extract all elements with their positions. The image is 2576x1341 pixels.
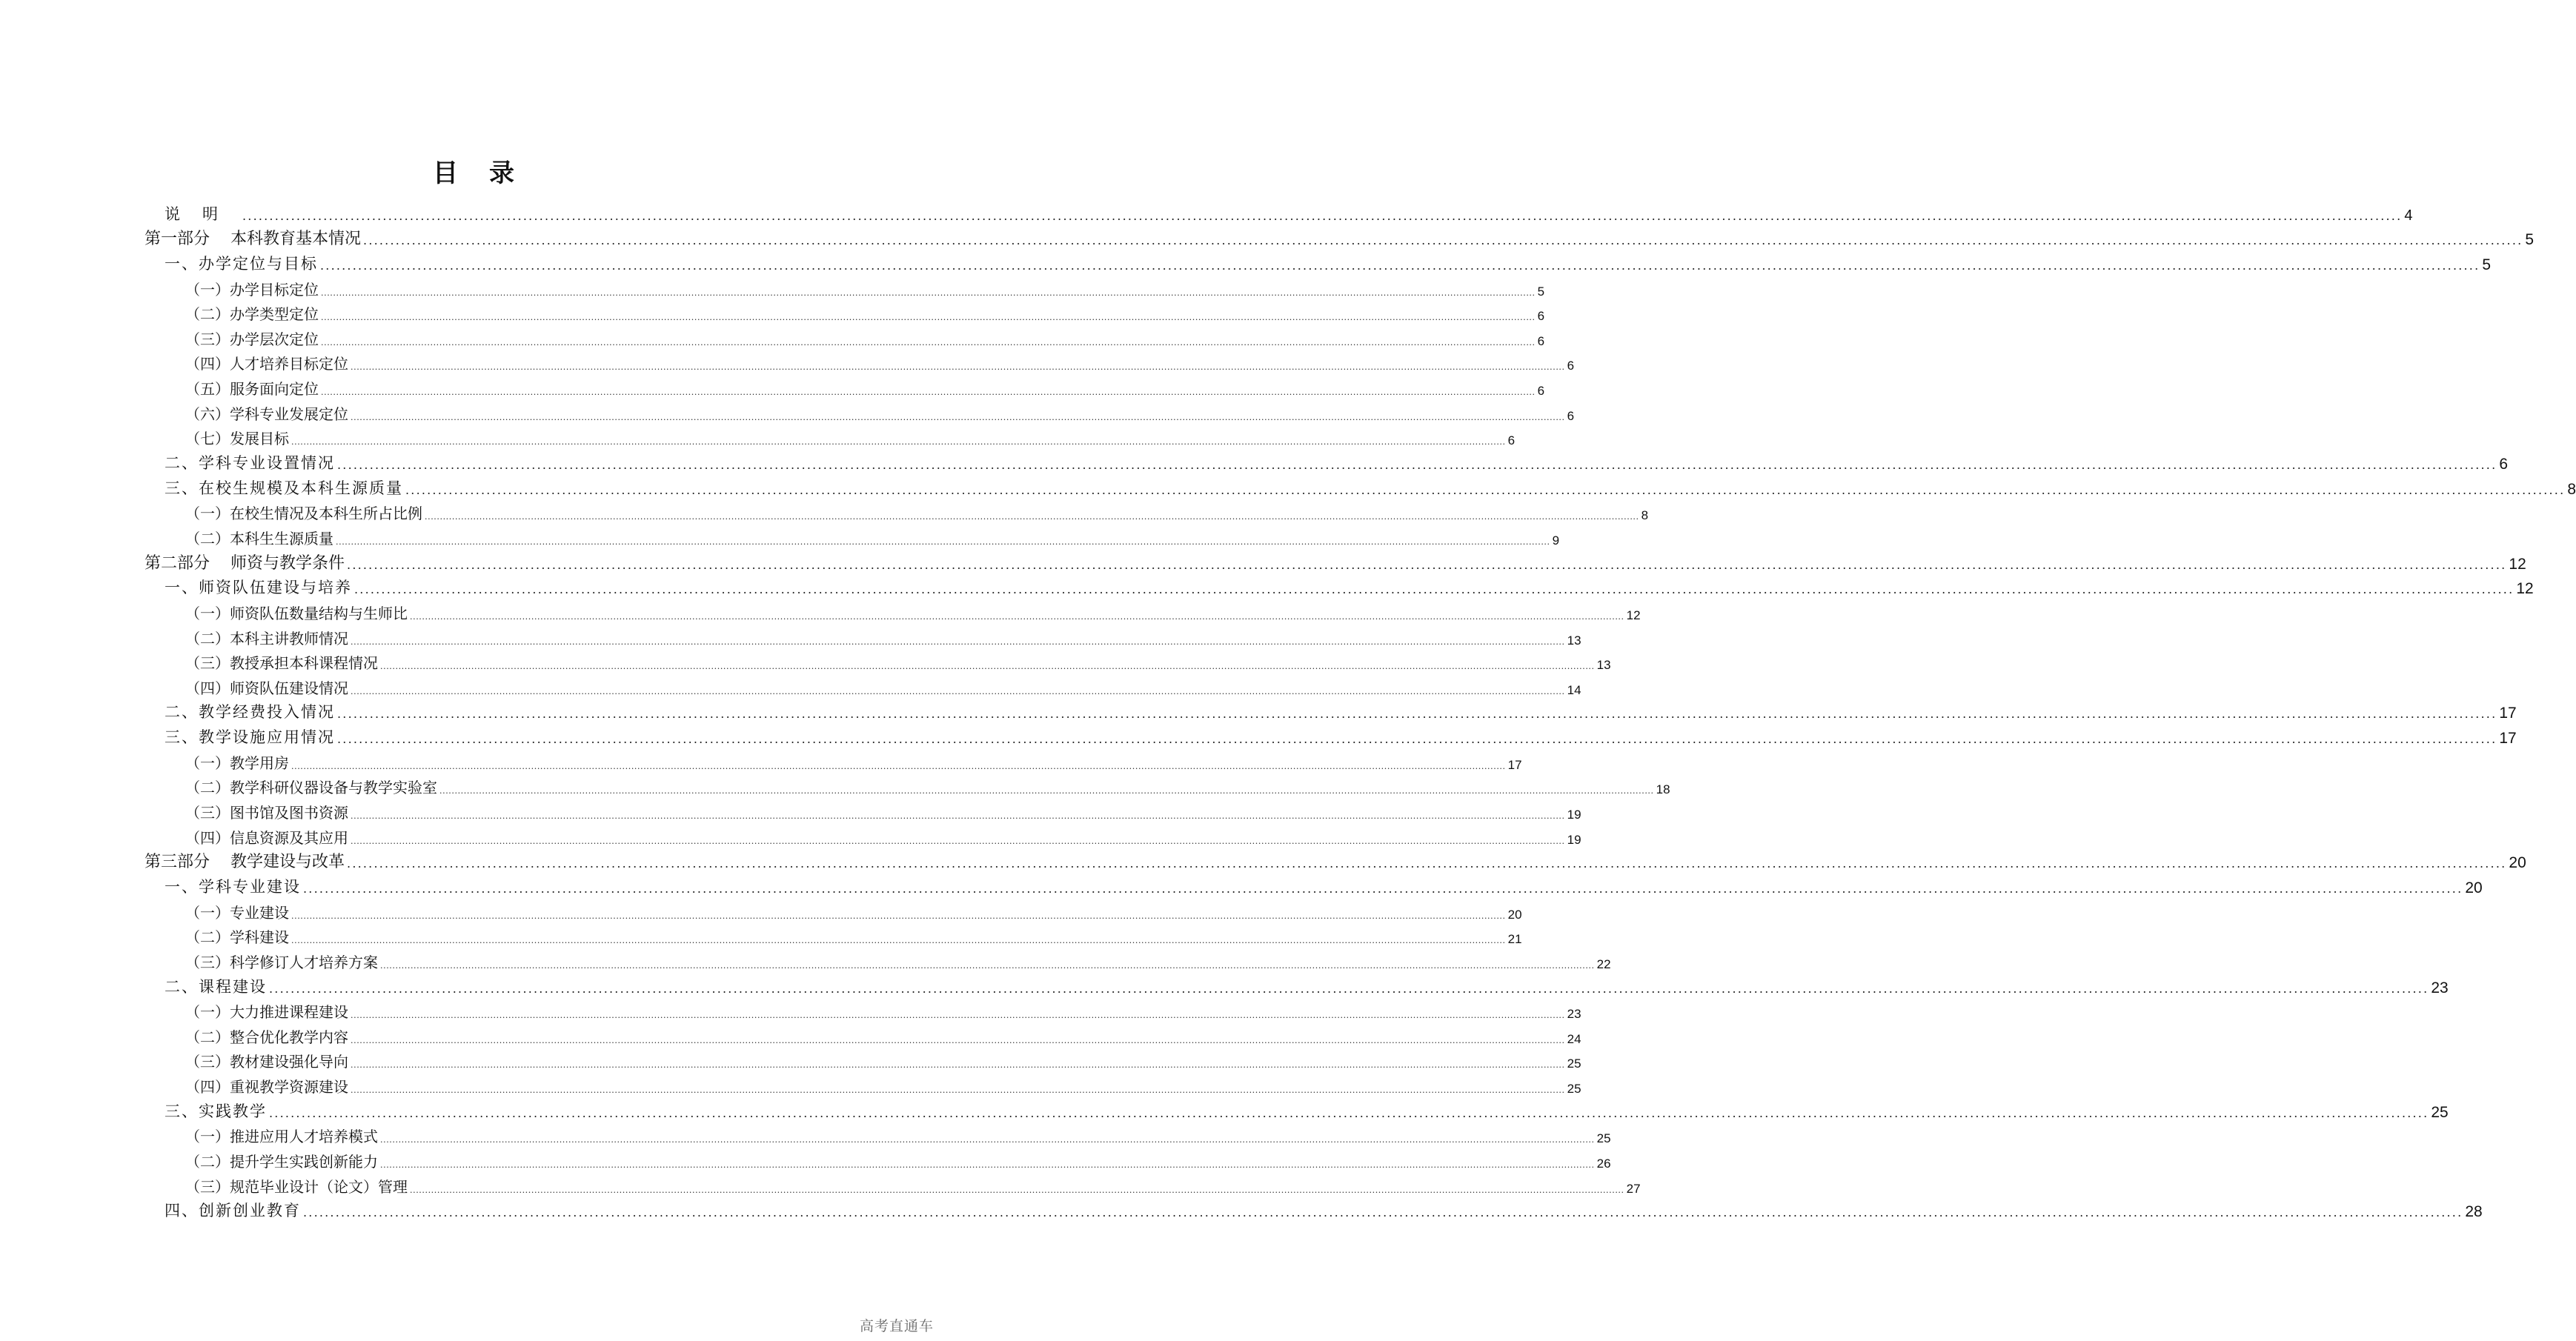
toc-entry-label: （一）师资队伍数量结构与生师比 bbox=[185, 604, 408, 622]
toc-page-number: 6 bbox=[2499, 456, 2509, 473]
toc-subsection-entry[interactable] bbox=[0, 999, 1581, 1025]
toc-subsection-entry[interactable] bbox=[0, 302, 1545, 327]
toc-page-number: 26 bbox=[1596, 1156, 1611, 1171]
dot-leader: ................................................................................................................................................................................................................................................................................................................................................................................................................ bbox=[337, 732, 2497, 747]
toc-part-number: 第三部分 bbox=[145, 853, 210, 872]
toc-page-number: 20 bbox=[2465, 879, 2483, 896]
dot-leader: ................................................................................................................................................................................................................................................................................................................................................................................................................ bbox=[351, 1011, 1565, 1021]
dot-leader: ................................................................................................................................................................................................................................................................................................................................................................................................................ bbox=[269, 1105, 2429, 1120]
toc-subsection-entry[interactable] bbox=[0, 899, 1522, 925]
toc-page-number: 8 bbox=[2567, 480, 2576, 498]
toc-page-number: 12 bbox=[2516, 580, 2534, 598]
toc-part-entry[interactable] bbox=[0, 550, 2526, 576]
table-of-contents bbox=[0, 202, 2576, 1223]
dot-leader: ................................................................................................................................................................................................................................................................................................................................................................................................................ bbox=[303, 1205, 2463, 1220]
toc-page-number: 25 bbox=[1567, 1057, 1581, 1071]
dot-leader: ................................................................................................................................................................................................................................................................................................................................................................................................................ bbox=[321, 313, 1536, 323]
toc-subsection-entry[interactable] bbox=[0, 825, 1581, 850]
dot-leader: ................................................................................................................................................................................................................................................................................................................................................................................................................ bbox=[439, 786, 1654, 796]
toc-entry-label: （四）信息资源及其应用 bbox=[185, 828, 348, 847]
dot-leader: ................................................................................................................................................................................................................................................................................................................................................................................................................ bbox=[351, 1085, 1565, 1096]
dot-leader: ................................................................................................................................................................................................................................................................................................................................................................................................................ bbox=[347, 856, 2507, 871]
toc-entry-label: （一）办学目标定位 bbox=[185, 280, 319, 299]
dot-leader: ................................................................................................................................................................................................................................................................................................................................................................................................................ bbox=[321, 337, 1536, 347]
toc-section-entry[interactable] bbox=[0, 874, 2483, 899]
toc-page-number: 28 bbox=[2465, 1203, 2483, 1221]
toc-page-number: 6 bbox=[1507, 433, 1516, 448]
dot-leader: ................................................................................................................................................................................................................................................................................................................................................................................................................ bbox=[363, 233, 2523, 248]
toc-subsection-entry[interactable] bbox=[0, 925, 1522, 950]
toc-subsection-entry[interactable] bbox=[0, 650, 1611, 676]
toc-subsection-entry[interactable] bbox=[0, 1074, 1581, 1099]
toc-entry-label: 二、教学经费投入情况 bbox=[165, 703, 335, 722]
dot-leader: ................................................................................................................................................................................................................................................................................................................................................................................................................ bbox=[380, 662, 1595, 672]
toc-entry-label: 一、学科专业建设 bbox=[165, 877, 301, 896]
toc-page-number: 17 bbox=[2499, 705, 2517, 722]
toc-page-number: 25 bbox=[2431, 1103, 2449, 1121]
toc-entry-label: （一）大力推进课程建设 bbox=[185, 1003, 348, 1022]
toc-subsection-entry[interactable] bbox=[0, 1049, 1581, 1074]
toc-subsection-entry[interactable] bbox=[0, 750, 1522, 775]
toc-entry-label: （三）规范毕业设计（论文）管理 bbox=[185, 1177, 408, 1196]
toc-page-number: 20 bbox=[1507, 907, 1522, 922]
toc-page-number: 12 bbox=[1626, 608, 1641, 622]
toc-part-title: 教学建设与改革 bbox=[230, 853, 345, 872]
dot-leader: ................................................................................................................................................................................................................................................................................................................................................................................................................ bbox=[351, 836, 1565, 846]
toc-page-number: 6 bbox=[1537, 309, 1545, 324]
toc-subsection-entry[interactable] bbox=[0, 1174, 1641, 1199]
dot-leader: ................................................................................................................................................................................................................................................................................................................................................................................................................ bbox=[291, 761, 1506, 771]
toc-entry-label: （二）整合优化教学内容 bbox=[185, 1028, 348, 1046]
toc-page-number: 20 bbox=[2509, 854, 2526, 872]
toc-entry-label: 二、课程建设 bbox=[165, 977, 267, 996]
toc-page-number: 24 bbox=[1567, 1031, 1581, 1046]
toc-section-entry[interactable] bbox=[0, 450, 2509, 476]
toc-entry-label: 三、教学设施应用情况 bbox=[165, 728, 335, 747]
toc-entry-label: （三）办学层次定位 bbox=[185, 330, 319, 348]
toc-page-number: 6 bbox=[1567, 408, 1575, 423]
dot-leader: ................................................................................................................................................................................................................................................................................................................................................................................................................ bbox=[351, 811, 1565, 822]
toc-page-number: 5 bbox=[2482, 256, 2492, 273]
dot-leader: ................................................................................................................................................................................................................................................................................................................................................................................................................ bbox=[354, 582, 2514, 597]
toc-section-entry[interactable] bbox=[0, 700, 2517, 725]
toc-entry-label: （二）提升学生实践创新能力 bbox=[185, 1152, 378, 1171]
dot-leader: ................................................................................................................................................................................................................................................................................................................................................................................................................ bbox=[351, 412, 1565, 422]
dot-leader: ................................................................................................................................................................................................................................................................................................................................................................................................................ bbox=[242, 208, 2403, 223]
toc-subsection-entry[interactable] bbox=[0, 1124, 1611, 1149]
toc-section-entry[interactable] bbox=[0, 576, 2534, 601]
dot-leader: ................................................................................................................................................................................................................................................................................................................................................................................................................ bbox=[303, 881, 2463, 896]
page-title bbox=[0, 159, 949, 188]
title-char: 录 bbox=[489, 159, 516, 188]
dot-leader: ................................................................................................................................................................................................................................................................................................................................................................................................................ bbox=[410, 611, 1624, 622]
toc-entry-label: 一、办学定位与目标 bbox=[165, 254, 318, 273]
toc-section-entry[interactable] bbox=[0, 202, 2413, 227]
toc-page-number: 6 bbox=[1537, 333, 1545, 348]
toc-part-entry[interactable] bbox=[0, 227, 2534, 252]
toc-entry-label: （一）专业建设 bbox=[185, 903, 289, 922]
toc-part-number: 第二部分 bbox=[145, 553, 210, 573]
dot-leader: ................................................................................................................................................................................................................................................................................................................................................................................................................ bbox=[380, 1135, 1595, 1145]
toc-page-number: 23 bbox=[2431, 979, 2449, 996]
toc-subsection-entry[interactable] bbox=[0, 1024, 1581, 1049]
toc-section-entry[interactable] bbox=[0, 725, 2517, 750]
toc-entry-label: （三）教授承担本科课程情况 bbox=[185, 654, 378, 673]
toc-entry-label: （三）图书馆及图书资源 bbox=[185, 804, 348, 822]
toc-part-number: 第一部分 bbox=[145, 230, 210, 249]
toc-subsection-entry[interactable] bbox=[0, 326, 1545, 351]
toc-subsection-entry[interactable] bbox=[0, 949, 1611, 974]
toc-subsection-entry[interactable] bbox=[0, 625, 1581, 650]
dot-leader: ................................................................................................................................................................................................................................................................................................................................................................................................................ bbox=[337, 458, 2497, 473]
toc-page-number: 14 bbox=[1567, 682, 1581, 697]
toc-subsection-entry[interactable] bbox=[0, 401, 1575, 426]
toc-entry-label: （二）本科主讲教师情况 bbox=[185, 629, 348, 648]
toc-entry-label: （二）学科建设 bbox=[185, 928, 289, 947]
dot-leader: ................................................................................................................................................................................................................................................................................................................................................................................................................ bbox=[291, 911, 1506, 921]
toc-entry-label: （二）本科生生源质量 bbox=[185, 529, 333, 548]
toc-entry-label: （五）服务面向定位 bbox=[185, 380, 319, 399]
toc-page-number: 4 bbox=[2404, 207, 2413, 224]
toc-page-number: 6 bbox=[1567, 359, 1575, 373]
toc-section-entry[interactable] bbox=[0, 251, 2492, 276]
toc-page-number: 8 bbox=[1641, 508, 1649, 523]
toc-entry-label: （七）发展目标 bbox=[185, 430, 289, 448]
toc-page-number: 22 bbox=[1596, 956, 1611, 971]
toc-section-entry[interactable] bbox=[0, 476, 2576, 501]
toc-page-number: 27 bbox=[1626, 1181, 1641, 1196]
toc-page-number: 17 bbox=[1507, 757, 1522, 772]
toc-subsection-entry[interactable] bbox=[0, 775, 1670, 800]
toc-page-number: 13 bbox=[1567, 633, 1581, 648]
toc-entry-label: （二）办学类型定位 bbox=[185, 305, 319, 324]
dot-leader: ................................................................................................................................................................................................................................................................................................................................................................................................................ bbox=[291, 936, 1506, 946]
toc-page-number: 19 bbox=[1567, 808, 1581, 822]
toc-entry-label: 二、学科专业设置情况 bbox=[165, 454, 335, 473]
toc-page-number: 25 bbox=[1596, 1131, 1611, 1146]
toc-entry-label: （一）推进应用人才培养模式 bbox=[185, 1128, 378, 1146]
toc-part-entry[interactable] bbox=[0, 850, 2526, 875]
toc-subsection-entry[interactable] bbox=[0, 501, 1649, 526]
toc-entry-label: （四）师资队伍建设情况 bbox=[185, 679, 348, 697]
toc-page-number: 5 bbox=[2525, 231, 2534, 249]
dot-leader: ................................................................................................................................................................................................................................................................................................................................................................................................................ bbox=[351, 686, 1565, 696]
toc-part-title: 师资与教学条件 bbox=[230, 553, 345, 573]
toc-entry-label: 四、创新创业教育 bbox=[165, 1202, 301, 1220]
dot-leader: ................................................................................................................................................................................................................................................................................................................................................................................................................ bbox=[347, 557, 2507, 572]
toc-entry-label: （二）教学科研仪器设备与教学实验室 bbox=[185, 779, 437, 797]
toc-entry-label: （三）科学修订人才培养方案 bbox=[185, 953, 378, 971]
dot-leader: ................................................................................................................................................................................................................................................................................................................................................................................................................ bbox=[405, 482, 2566, 497]
dot-leader: ................................................................................................................................................................................................................................................................................................................................................................................................................ bbox=[269, 981, 2429, 996]
toc-page-number: 13 bbox=[1596, 658, 1611, 673]
toc-page-number: 18 bbox=[1656, 782, 1670, 797]
toc-entry-label bbox=[145, 226, 363, 249]
dot-leader: ................................................................................................................................................................................................................................................................................................................................................................................................................ bbox=[351, 1035, 1565, 1045]
dot-leader: ................................................................................................................................................................................................................................................................................................................................................................................................................ bbox=[320, 258, 2480, 273]
toc-page-number: 12 bbox=[2509, 555, 2526, 573]
dot-leader: ................................................................................................................................................................................................................................................................................................................................................................................................................ bbox=[336, 536, 1550, 547]
toc-entry-label: （四）重视教学资源建设 bbox=[185, 1078, 348, 1097]
toc-entry-label bbox=[145, 550, 347, 573]
toc-entry-label: 说明 bbox=[165, 204, 240, 223]
toc-section-entry[interactable] bbox=[0, 1099, 2449, 1124]
title-char: 目 bbox=[433, 159, 459, 188]
dot-leader: ................................................................................................................................................................................................................................................................................................................................................................................................................ bbox=[425, 512, 1639, 522]
dot-leader: ................................................................................................................................................................................................................................................................................................................................................................................................................ bbox=[321, 387, 1536, 398]
toc-page-number: 19 bbox=[1567, 832, 1581, 847]
toc-entry-label: （四）人才培养目标定位 bbox=[185, 355, 348, 373]
toc-subsection-entry[interactable] bbox=[0, 376, 1545, 401]
toc-part-title: 本科教育基本情况 bbox=[230, 230, 362, 249]
toc-entry-label: 三、实践教学 bbox=[165, 1102, 267, 1120]
toc-page-number: 17 bbox=[2499, 730, 2517, 748]
dot-leader: ................................................................................................................................................................................................................................................................................................................................................................................................................ bbox=[351, 1060, 1565, 1071]
toc-subsection-entry[interactable] bbox=[0, 675, 1581, 700]
dot-leader: ................................................................................................................................................................................................................................................................................................................................................................................................................ bbox=[410, 1185, 1624, 1195]
toc-entry-label: （三）教材建设强化导向 bbox=[185, 1053, 348, 1071]
toc-section-entry[interactable] bbox=[0, 1199, 2483, 1224]
toc-subsection-entry[interactable] bbox=[0, 600, 1641, 625]
dot-leader: ................................................................................................................................................................................................................................................................................................................................................................................................................ bbox=[380, 960, 1595, 971]
toc-subsection-entry[interactable] bbox=[0, 276, 1545, 302]
toc-subsection-entry[interactable] bbox=[0, 1148, 1611, 1174]
toc-entry-label: 一、师资队伍建设与培养 bbox=[165, 579, 352, 597]
dot-leader: ................................................................................................................................................................................................................................................................................................................................................................................................................ bbox=[291, 437, 1506, 447]
dot-leader: ................................................................................................................................................................................................................................................................................................................................................................................................................ bbox=[351, 636, 1565, 647]
toc-page-number: 6 bbox=[1537, 384, 1545, 399]
toc-page-number: 9 bbox=[1552, 533, 1560, 548]
toc-entry-label: 三、在校生规模及本科生源质量 bbox=[165, 479, 403, 497]
toc-subsection-entry[interactable] bbox=[0, 426, 1516, 451]
dot-leader: ................................................................................................................................................................................................................................................................................................................................................................................................................ bbox=[321, 287, 1536, 298]
toc-entry-label: （一）教学用房 bbox=[185, 753, 289, 772]
dot-leader: ................................................................................................................................................................................................................................................................................................................................................................................................................ bbox=[351, 362, 1565, 373]
toc-subsection-entry[interactable] bbox=[0, 525, 1560, 550]
toc-subsection-entry[interactable] bbox=[0, 799, 1581, 825]
toc-entry-label: （六）学科专业发展定位 bbox=[185, 405, 348, 423]
toc-entry-label: （一）在校生情况及本科生所占比例 bbox=[185, 505, 422, 523]
toc-entry-label bbox=[145, 849, 347, 872]
toc-page-number: 25 bbox=[1567, 1082, 1581, 1097]
toc-subsection-entry[interactable] bbox=[0, 351, 1575, 376]
toc-section-entry[interactable] bbox=[0, 974, 2449, 999]
dot-leader: ................................................................................................................................................................................................................................................................................................................................................................................................................ bbox=[337, 707, 2497, 722]
toc-page-number: 21 bbox=[1507, 932, 1522, 947]
toc-page-number: 5 bbox=[1537, 284, 1545, 299]
dot-leader: ................................................................................................................................................................................................................................................................................................................................................................................................................ bbox=[380, 1159, 1595, 1170]
toc-page-number: 23 bbox=[1567, 1007, 1581, 1022]
watermark: 高考直通车 bbox=[859, 1318, 934, 1334]
